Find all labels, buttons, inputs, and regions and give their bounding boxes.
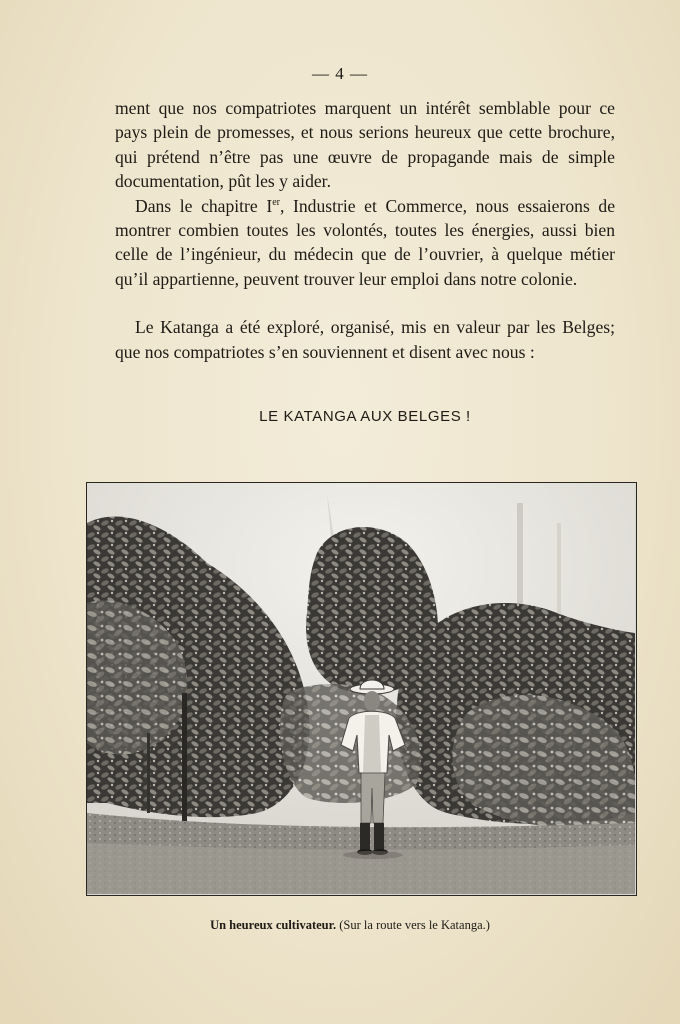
paragraph-2-after: , Industrie et Commerce, nous essaierons de montrer combien toutes les volontés, toutes les énergies, aussi bien celle de l’ingénieur, du médecin que de l’ouvrier, à quelque métier qu’il appartienne, peuvent trouver leur emploi dans notre colonie. — [115, 195, 615, 289]
photograph — [86, 482, 637, 896]
slogan-heading: LE KATANGA AUX BELGES ! — [259, 408, 471, 425]
caption-location: (Sur la route vers le Katanga.) — [336, 918, 490, 932]
paragraph-2 — [115, 194, 615, 292]
body-text — [115, 96, 615, 364]
paragraph-3: Le Katanga a été exploré, organisé, mis en valeur par les Belges; que nos compatriotes s’en souviennent et disent avec nous : — [115, 317, 615, 362]
paragraph-2-before: Dans le chapitre I — [135, 195, 273, 216]
paragraph-1: ment que nos compatriotes marquent un intérêt semblable pour ce pays plein de promesses, et nous serions heureux que cette brochure, qui prétend n’être pas une œuvre de propagande mais de simple documentation, pût les y aider. — [115, 98, 615, 192]
photograph-illustration — [87, 483, 635, 894]
page-number: — 4 — — [312, 64, 368, 83]
photo-caption — [0, 918, 680, 933]
caption-title: Un heureux cultivateur. — [210, 918, 337, 932]
paragraph-2-superscript: er — [272, 196, 280, 208]
